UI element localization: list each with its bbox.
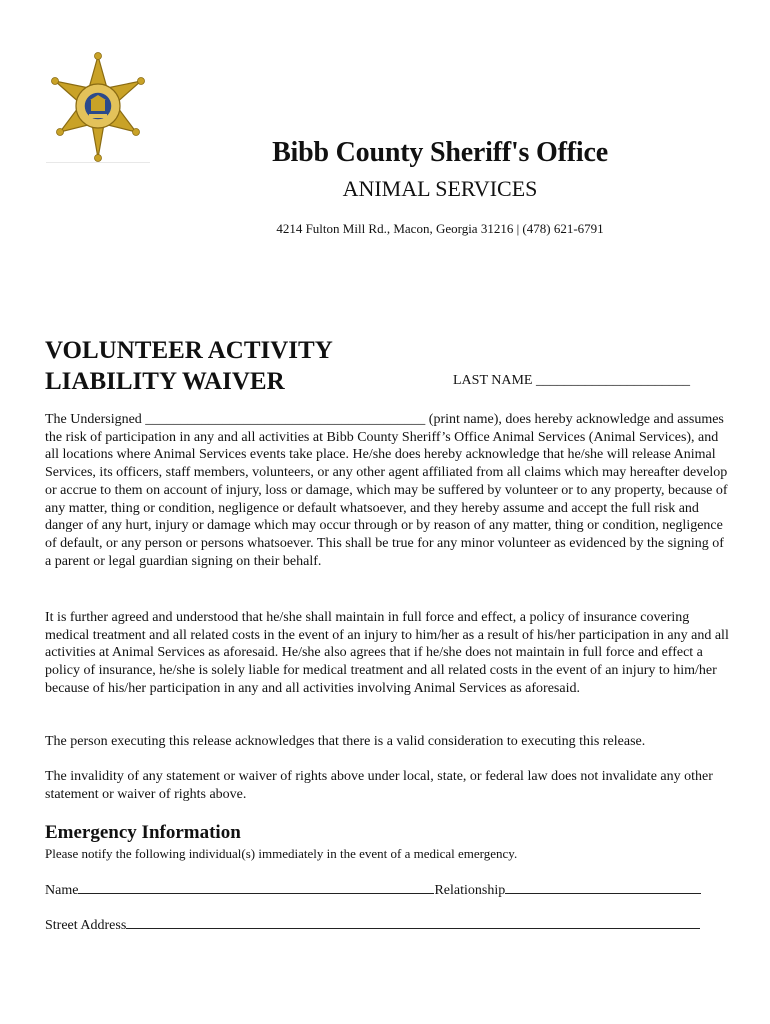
org-title: Bibb County Sheriff's Office <box>272 137 608 168</box>
sheriff-star-badge-icon <box>46 52 150 164</box>
emergency-heading: Emergency Information <box>45 822 241 843</box>
waiver-paragraph-2: It is further agreed and understood that he/she shall maintain in full force and effect, a policy of insurance covering medical treatment and all related costs in the event of an injury to him/her as a result of his/her participation in any and all activities at Animal Services as aforesaid. He/she also agrees that if he/she does not maintain in full force and effect a policy of insurance, he/she is solely liable for medical treatment and all related costs in the event of an injury to him/her because of his/her participation in any and all activities involving Animal Services as aforesaid. <box>45 610 729 696</box>
waiver-paragraph-3: The person executing this release acknowledges that there is a valid consideration to executing this release. <box>45 734 646 749</box>
street-address-input-line[interactable] <box>126 914 700 929</box>
waiver-paragraph-4: The invalidity of any statement or waiver of rights above under local, state, or federal law does not invalidate any other statement or waiver of rights above. <box>45 769 713 802</box>
title-line-1: VOLUNTEER ACTIVITY <box>45 337 333 364</box>
name-relationship-row <box>45 879 701 899</box>
last-name-field[interactable]: LAST NAME ______________________ <box>453 373 690 388</box>
emergency-note: Please notify the following individual(s) immediately in the event of a medical emergency. <box>45 846 518 861</box>
name-input-line[interactable] <box>78 879 434 894</box>
document-title <box>45 335 333 397</box>
name-label: Name <box>45 883 79 898</box>
waiver-paragraph-1: The Undersigned ________________________________________ (print name), does hereby acknowledge and assumes the risk of participation in any and all activities at Bibb County Sheriff’s Office Animal Services (Animal Services), and all locations where Animal Services events take place. He/she does hereby acknowledge that he/she will release Animal Services, its officers, staff members, volunteers, or any other agent affiliated from all claims which may hereafter develop or accrue to them on account of injury, loss or damage, which may be suffered by volunteer or to any property, because of any matter, thing or condition, negligence or default whatsoever, and they hereby assume and accept the full risk and danger of any hurt, injury or damage which may occur through or by reason of any matter, thing or condition, negligence of default, or any person or persons whatsoever. This shall be true for any minor volunteer as evidenced by the signing of a parent or legal guardian signing on their behalf. <box>45 412 728 569</box>
relationship-label: Relationship <box>434 883 506 898</box>
title-line-2: LIABILITY WAIVER <box>45 368 285 395</box>
relationship-input-line[interactable] <box>505 879 701 894</box>
street-address-label: Street Address <box>45 918 127 933</box>
org-subtitle: ANIMAL SERVICES <box>342 176 538 201</box>
street-address-row <box>45 914 700 934</box>
org-address: 4214 Fulton Mill Rd., Macon, Georgia 31216 | (478) 621-6791 <box>276 221 604 236</box>
logo-divider <box>46 162 150 163</box>
